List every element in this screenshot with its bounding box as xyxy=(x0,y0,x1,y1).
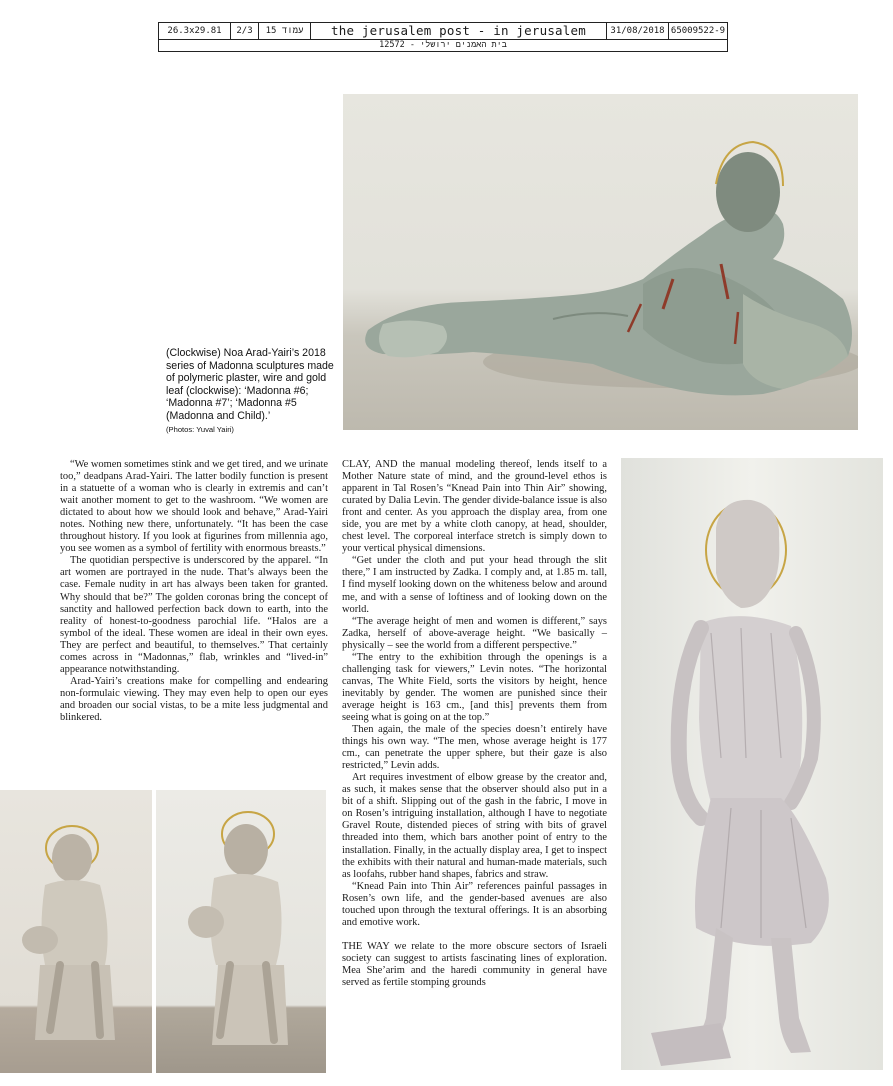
photo-madonna-and-child-left xyxy=(0,790,152,1073)
paragraph: “The average height of men and women is different,” says Zadka, herself of above-average height. “We basically – physically – see the world from a different perspective.” xyxy=(342,615,607,651)
paragraph: Art requires investment of elbow grease by the creator and, as such, it makes sense that the observer should also put in a bit of a shift. Slipping out of the gash in the fabric, I move in on Rosen’s intriguing installation, although I have to negotiate Gravel Route, distended pieces of string with bits of gravel threaded into them, which bars another point of entry to the installation. Finally, in the actually display area, I get to inspect the exhibits with their natural and human-made materials, such as loofahs, rubber hand shapes, fabrics and straw. xyxy=(342,772,607,880)
clip-size: 26.3x29.81 xyxy=(159,23,231,39)
paragraph: “Knead Pain into Thin Air” references painful passages in Rosen’s own life, and the gender-based avenues are also touched upon through the textural offerings. It is an absorbing and emotive work. xyxy=(342,880,607,928)
clip-page-of: 2/3 xyxy=(231,23,259,39)
clip-id: 65009522-9 xyxy=(670,26,726,36)
clip-date: 31/08/2018 xyxy=(607,23,669,39)
paragraph: “We women sometimes stink and we get tired, and we urinate too,” deadpans Arad-Yairi. The latter bodily function is present in a statuette of a woman who is clearly in extremis and can’t wait another moment to get to the washroom. “We women are dictated to about how we should look and behave,” Arad-Yairi notes. Nothing new there, unfortunately. “It has been the case throughout history. If you look at figurines from millennia ago, you see women as a symbol of fertility with enormous breasts.” xyxy=(60,459,328,555)
paragraph: Arad-Yairi’s creations make for compelling and endearing non-formulaic viewing. They may even help to open our eyes and broaden our social vistas, to be a mite less judgmental and blinkered. xyxy=(60,675,328,723)
caption-credit: (Photos: Yuval Yairi) xyxy=(166,424,234,434)
paragraph: “The entry to the exhibition through the openings is a challenging task for viewers,” Levin notes. “The horizontal canvas, The White Field, sorts the visitors by height, hence inevitably by gender. The women are punished since their average height is 163 cm., [and this] prevents them from seeing what is going on at the top.” xyxy=(342,651,607,723)
paragraph: CLAY, AND the manual modeling thereof, lends itself to a Mother Nature state of mind, and the ground-level ethos is apparent in Tal Rosen’s “Knead Pain into Thin Air” showing, curated by Dalia Levin. The gender divide-balance issue is also front and center. As you approach the display area, from one side, you are met by a white cloth canopy, at head, shoulder, chest level. The corporeal interface stretch is simply down to your vertical physical dimensions. xyxy=(342,459,607,555)
paragraph: “Get under the cloth and put your head through the slit there,” I am instructed by Zadka. I comply and, at 1.85 m. tall, I find myself looking down on the whiteness below and around me, and with a sense of loftiness and of looking down on the world. xyxy=(342,555,607,615)
clip-subject: בית האמנים ירושלי - 12572 xyxy=(379,40,507,50)
clipping-header-top-row xyxy=(159,23,727,40)
clip-publication: the jerusalem post - in jerusalem xyxy=(311,23,607,39)
caption-text: (Clockwise) Noa Arad-Yairi’s 2018 series of Madonna sculptures made of polymeric plaster, wire and gold leaf (clockwise): ‘Madonna #6; ‘Madonna #7’; ‘Madonna #5 (Madonna and Child).’ xyxy=(166,347,334,422)
article-left-column xyxy=(60,459,328,724)
paragraph: The quotidian perspective is underscored by the apparel. “In art women are portrayed in the nude. That’s always been the case. Female nudity in art has always been taken for granted. Why should that be?” The golden coronas bring the concept of sanctity and hallowed perfection back down to earth, into the reality of honest-to-goodness parochial life. “Halos are a symbol of the ideal. These women are ideal in their own eyes. They are perfect and beautiful, to themselves.” That certainly comes across in “Madonnas,” flab, wrinkles and “lived-in” appearance notwithstanding. xyxy=(60,555,328,675)
photo-standing-madonna xyxy=(621,458,883,1070)
paragraph: Then again, the male of the species doesn’t entirely have things his own way. “The men, whose average height is 177 cm., can penetrate the upper sphere, but their gaze is also restricted,” Levin adds. xyxy=(342,724,607,772)
seated-sculpture-left-illustration xyxy=(0,790,152,1073)
clip-page-number: עמוד 15 xyxy=(259,23,311,39)
article-middle-column xyxy=(342,459,607,989)
standing-sculpture-illustration xyxy=(621,458,883,1070)
clipping-header xyxy=(158,22,728,52)
photo-madonna-and-child-right xyxy=(156,790,326,1073)
reclining-sculpture-illustration xyxy=(343,94,858,430)
photo-reclining-madonna xyxy=(343,94,858,430)
photo-caption xyxy=(166,347,336,435)
paragraph: THE WAY we relate to the more obscure sectors of Israeli society can suggest to artists fascinating lines of exploration. Mea She’arim and the haredi community in general have served as fertile stomping grounds xyxy=(342,940,607,988)
seated-sculpture-right-illustration xyxy=(156,790,326,1073)
